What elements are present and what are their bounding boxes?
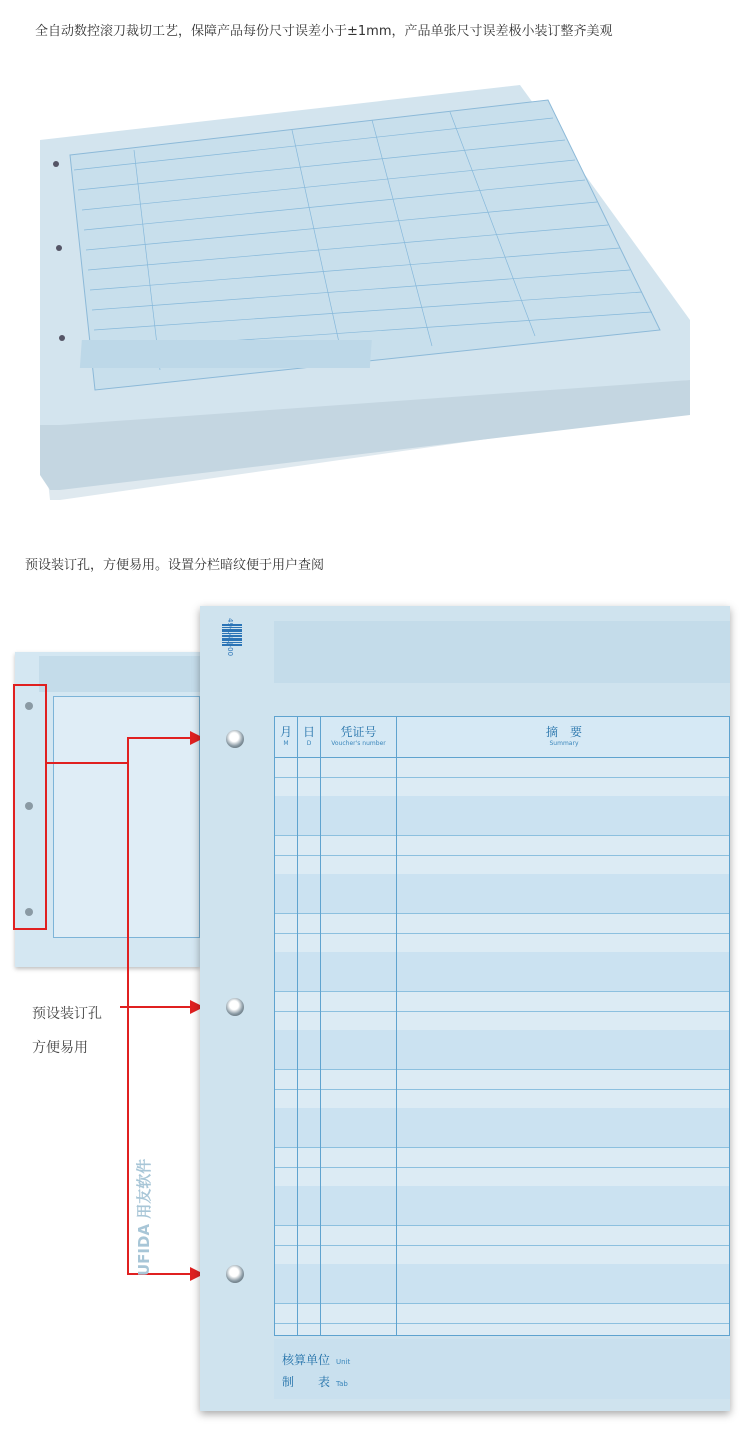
sheet-footer [274, 1339, 730, 1399]
voucher-table [274, 716, 730, 1336]
side-note-holes: 预设装订孔 [32, 1006, 102, 1022]
row-stripe [275, 972, 729, 992]
row-stripe [275, 796, 729, 816]
table-row-line [275, 1323, 729, 1324]
table-row-line [275, 991, 729, 992]
arrow-line [47, 762, 127, 764]
table-row-line [275, 1303, 729, 1304]
table-row-line [275, 1011, 729, 1012]
arrow-line [127, 737, 195, 739]
highlight-box [13, 684, 47, 930]
sheet-header-band [274, 621, 730, 683]
row-stripe [275, 816, 729, 836]
footer-unit: 核算单位 Unit [282, 1353, 351, 1367]
brand-watermark: UFIDA 用友软件 [135, 1158, 153, 1276]
column-divider [320, 717, 321, 1335]
sheet-code: 49-141J-00 [226, 618, 234, 657]
row-stripe [275, 1108, 729, 1128]
row-stripe [275, 874, 729, 894]
caption-cutting: 全自动数控滚刀裁切工艺，保障产品每份尺寸误差小于±1mm，产品单张尺寸误差极小装订整齐美观 [35, 24, 613, 39]
table-row-line [275, 1147, 729, 1148]
voucher-sheet [135, 606, 730, 1411]
row-stripe [275, 1206, 729, 1226]
table-row-line [275, 855, 729, 856]
table-row-line [275, 933, 729, 934]
punch-hole-icon [226, 998, 244, 1016]
arrow-line [120, 1006, 195, 1008]
column-divider [396, 717, 397, 1335]
row-stripe [275, 1050, 729, 1070]
footer-tab: 制 表 Tab [282, 1375, 348, 1389]
row-stripe [275, 894, 729, 914]
row-stripe [275, 952, 729, 972]
col-month: 月 M [279, 725, 292, 747]
row-stripe [275, 1128, 729, 1148]
table-row-line [275, 777, 729, 778]
col-summary: 摘 要 Summary [545, 725, 582, 747]
side-note-easy: 方便易用 [32, 1040, 88, 1056]
table-row-line [275, 913, 729, 914]
table-row-line [275, 835, 729, 836]
column-divider [297, 717, 298, 1335]
table-header [275, 717, 729, 758]
col-day: 日 D [302, 725, 315, 747]
table-row-line [275, 1225, 729, 1226]
punch-hole-icon [226, 730, 244, 748]
table-row-line [275, 1167, 729, 1168]
caption-binding-holes: 预设装订孔，方便易用。设置分栏暗纹便于用户查阅 [25, 558, 325, 573]
table-row-line [275, 1089, 729, 1090]
row-stripe [275, 1030, 729, 1050]
table-row-line [275, 1069, 729, 1070]
row-stripe [275, 1264, 729, 1284]
row-stripe [275, 1186, 729, 1206]
col-voucher-number: 凭证号 Voucher's number [331, 725, 386, 747]
table-row-line [275, 1245, 729, 1246]
row-stripe [275, 1284, 729, 1304]
thumbnail-header-band [39, 656, 200, 692]
paper-stack-illustration [0, 80, 750, 500]
